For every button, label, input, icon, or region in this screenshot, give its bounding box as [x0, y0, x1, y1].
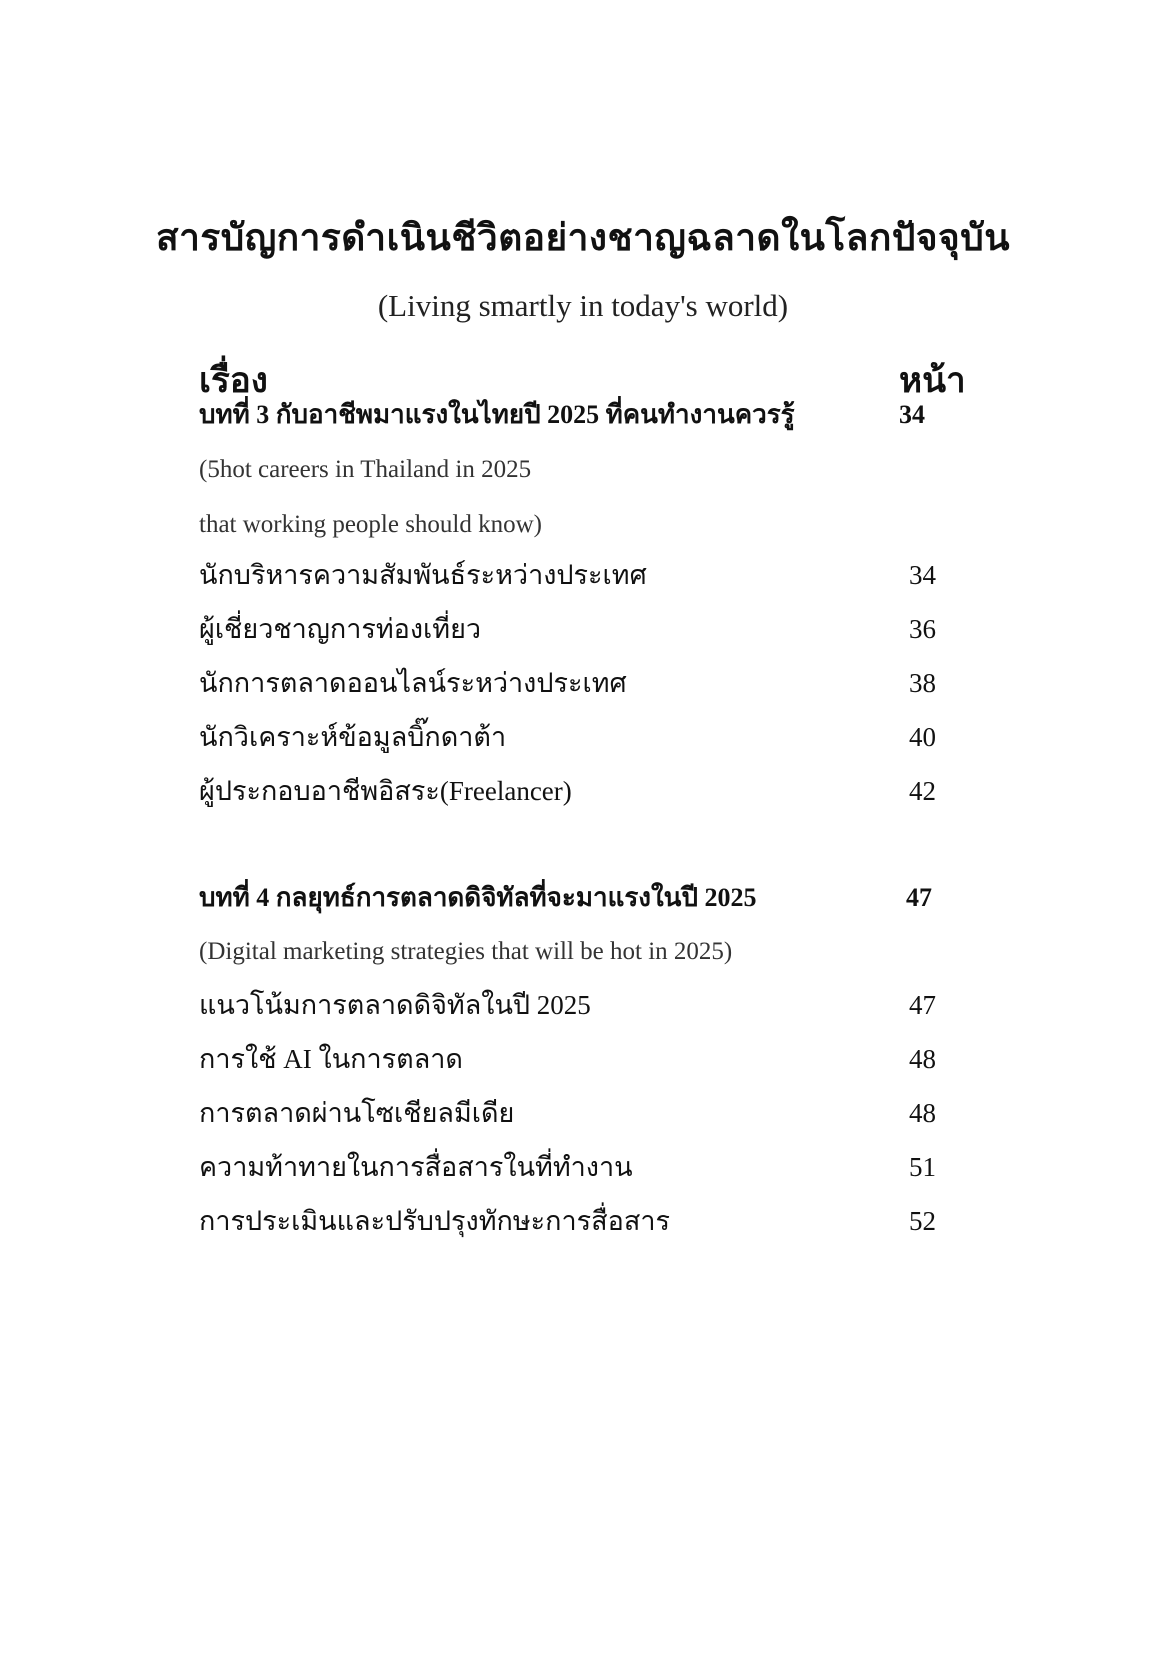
- chapter-3-heading: [199, 395, 959, 435]
- english-subtitle: that working people should know): [199, 511, 543, 538]
- chapter-title: บทที่ 3 กับอาชีพมาแรงในไทยปี 2025 ที่คนทำงานควรรู้: [199, 400, 795, 429]
- toc-entry: [199, 1147, 959, 1187]
- entry-page-number: 36: [909, 614, 936, 644]
- entry-label: การตลาดผ่านโซเชียลมีเดีย: [199, 1098, 515, 1128]
- english-subtitle: (Digital marketing strategies that will be hot in 2025): [199, 938, 733, 965]
- entry-label: ผู้ประกอบอาชีพอิสระ(Freelancer): [199, 776, 572, 806]
- entry-label: การประเมินและปรับปรุงทักษะการสื่อสาร: [199, 1206, 670, 1236]
- toc-entry: [199, 717, 959, 757]
- toc-entry: [199, 985, 959, 1025]
- entry-page-number: 40: [909, 722, 936, 752]
- toc-entry: [199, 609, 959, 649]
- entry-page-number: 47: [909, 990, 936, 1020]
- chapter-3-english-line-2: [199, 505, 959, 545]
- entry-page-number: 51: [909, 1152, 936, 1182]
- entry-page-number: 48: [909, 1044, 936, 1074]
- entry-page-number: 52: [909, 1206, 936, 1236]
- english-subtitle: (5hot careers in Thailand in 2025: [199, 456, 532, 483]
- entry-page-number: 34: [909, 560, 936, 590]
- toc-entry: [199, 663, 959, 703]
- entry-page-number: 42: [909, 776, 936, 806]
- entry-label: ความท้าทายในการสื่อสารในที่ทำงาน: [199, 1152, 633, 1182]
- chapter-4-english-line-1: [199, 932, 959, 972]
- topic-column-header: เรื่อง: [199, 361, 268, 400]
- entry-label: นักบริหารความสัมพันธ์ระหว่างประเทศ: [199, 560, 647, 590]
- chapter-4-heading: [199, 878, 959, 918]
- toc-entry: [199, 1039, 959, 1079]
- entry-label: นักการตลาดออนไลน์ระหว่างประเทศ: [199, 668, 627, 698]
- toc-entry: [199, 1201, 959, 1241]
- chapter-title: บทที่ 4 กลยุทธ์การตลาดดิจิทัลที่จะมาแรงในปี 2025: [199, 883, 757, 912]
- entry-page-number: 38: [909, 668, 936, 698]
- chapter-page-number: 34: [899, 400, 925, 429]
- chapter-page-number: 47: [906, 883, 932, 912]
- toc-entry: [199, 555, 959, 595]
- toc-entry: [199, 1093, 959, 1133]
- entry-label: การใช้ AI ในการตลาด: [199, 1044, 463, 1074]
- chapter-3-english-line-1: [199, 450, 959, 490]
- page-subtitle: (Living smartly in today's world): [377, 288, 789, 323]
- page-title: สารบัญการดำเนินชีวิตอย่างชาญฉลาดในโลกปัจจุบัน: [155, 218, 1011, 259]
- page-column-header: หน้า: [899, 361, 966, 400]
- entry-page-number: 48: [909, 1098, 936, 1128]
- toc-entry: [199, 771, 959, 811]
- entry-label: นักวิเคราะห์ข้อมูลบิ๊กดาต้า: [199, 722, 507, 752]
- entry-label: แนวโน้มการตลาดดิจิทัลในปี 2025: [199, 990, 591, 1020]
- entry-label: ผู้เชี่ยวชาญการท่องเที่ยว: [199, 614, 482, 644]
